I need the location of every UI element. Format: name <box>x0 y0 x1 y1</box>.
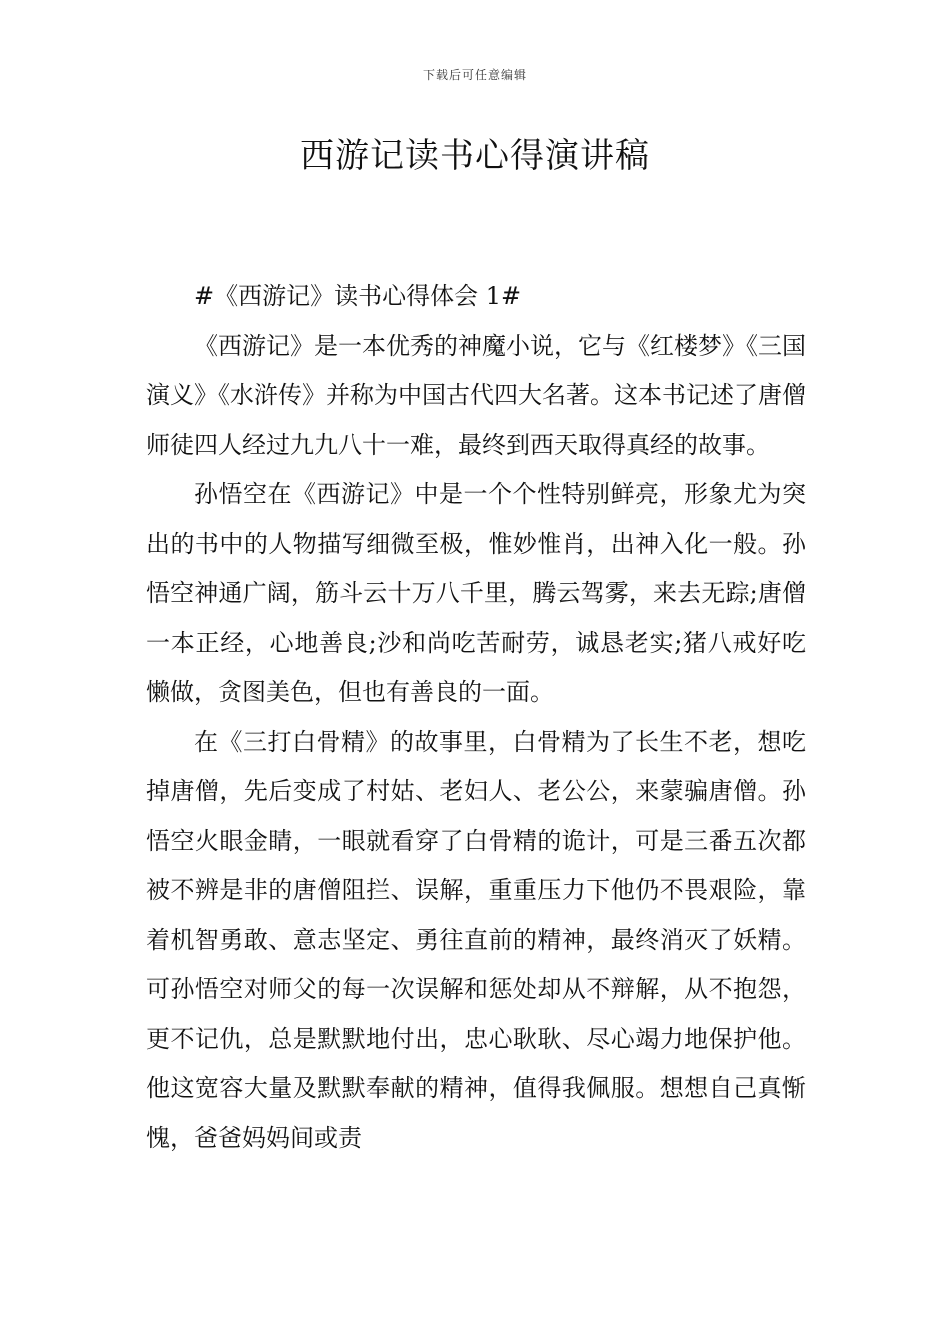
paragraph: 孙悟空在《西游记》中是一个个性特别鲜亮，形象尤为突出的书中的人物描写细微至极，惟妙惟肖，出神入化一般。孙悟空神通广阔，筋斗云十万八千里，腾云驾雾，来去无踪;唐僧一本正经，心地善良;沙和尚吃苦耐劳，诚恳老实;猪八戒好吃懒做，贪图美色，但也有善良的一面。 <box>146 480 806 706</box>
document-body <box>146 272 806 1163</box>
document-title: 西游记读书心得演讲稿 <box>300 136 650 176</box>
paragraph: 《西游记》是一本优秀的神魔小说，它与《红楼梦》《三国演义》《水浒传》并称为中国古代四大名著。这本书记述了唐僧师徒四人经过九九八十一难，最终到西天取得真经的故事。 <box>146 331 806 459</box>
section-heading: #《西游记》读书心得体会 1# <box>194 282 522 310</box>
paragraph: 在《三打白骨精》的故事里，白骨精为了长生不老，想吃掉唐僧，先后变成了村姑、老妇人、老公公，来蒙骗唐僧。孙悟空火眼金睛，一眼就看穿了白骨精的诡计，可是三番五次都被不辨是非的唐僧阻拦、误解，重重压力下他仍不畏艰险，靠着机智勇敢、意志坚定、勇往直前的精神，最终消灭了妖精。可孙悟空对师父的每一次误解和惩处却从不辩解，从不抱怨，更不记仇，总是默默地付出，忠心耿耿、尽心竭力地保护他。他这宽容大量及默默奉献的精神，值得我佩服。想想自己真惭愧，爸爸妈妈间或责 <box>146 727 806 1152</box>
page-header-note: 下载后可任意编辑 <box>422 68 527 82</box>
